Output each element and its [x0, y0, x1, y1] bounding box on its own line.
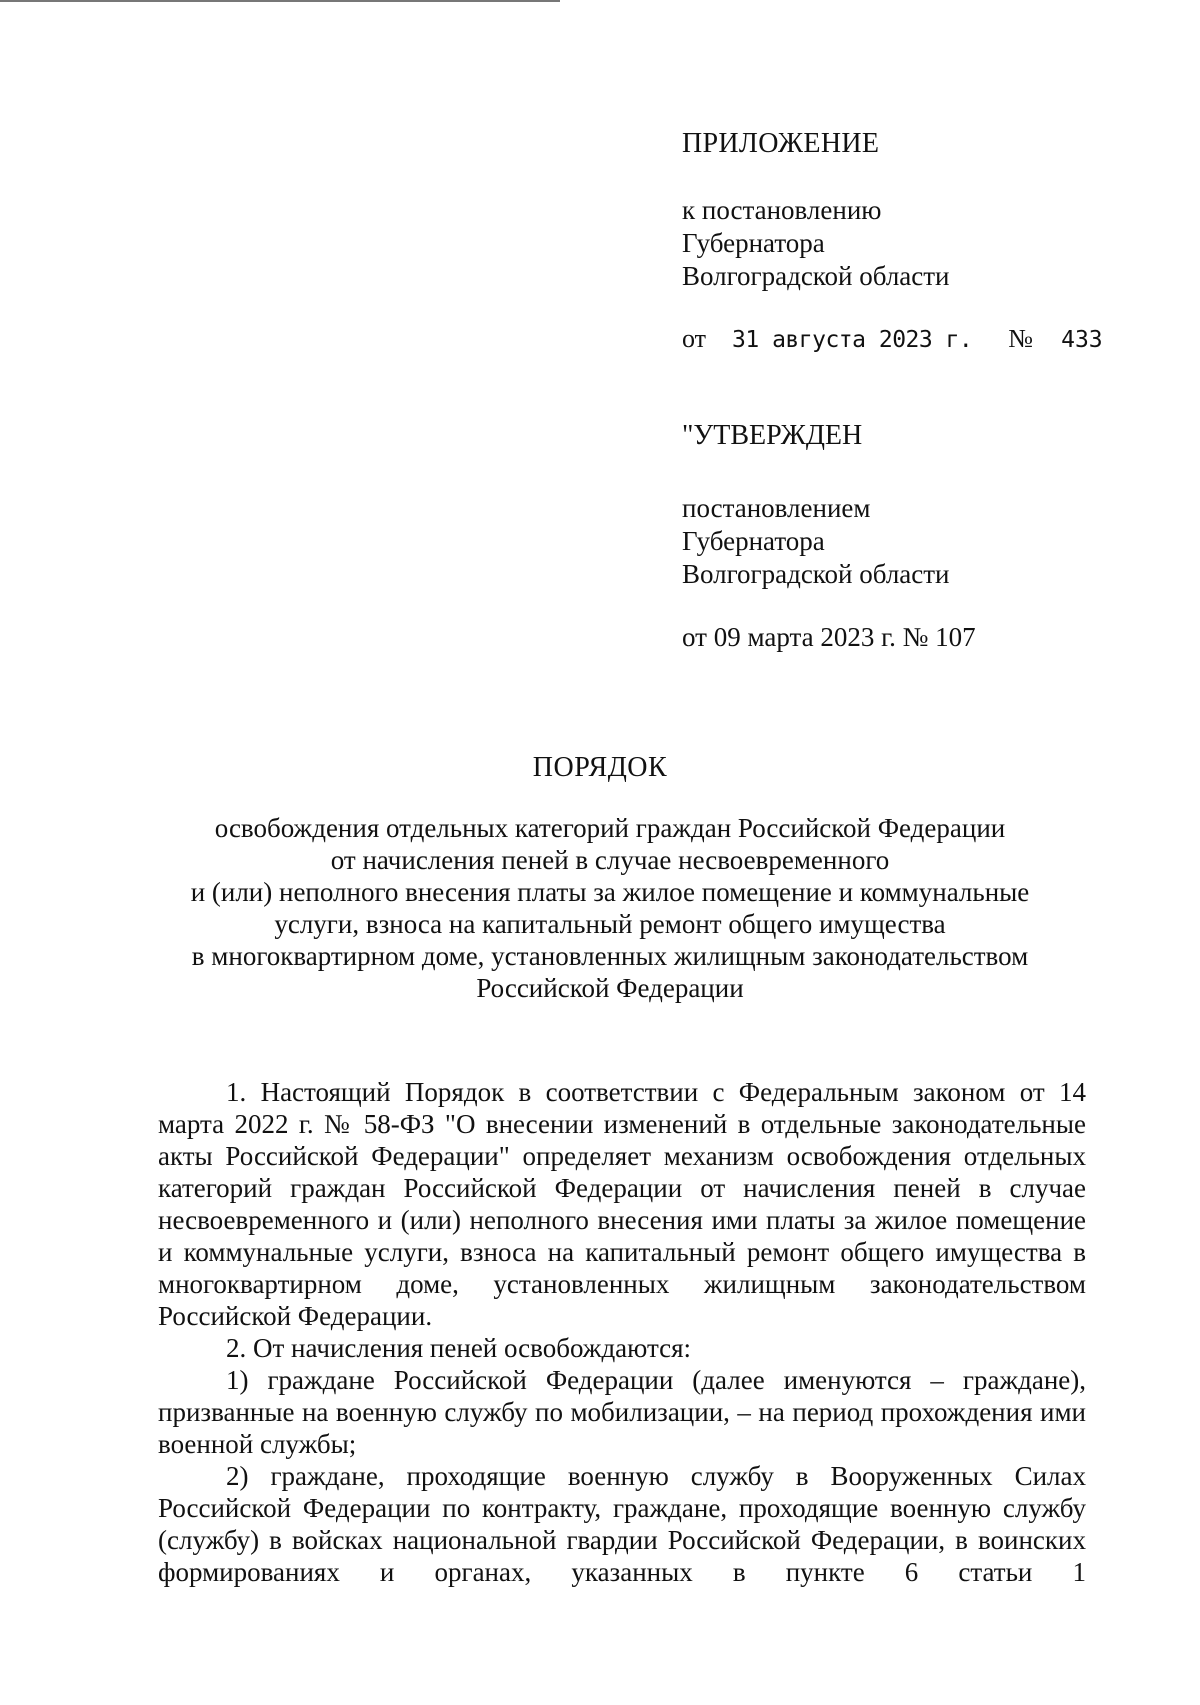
approved-line: Волгоградской области: [682, 559, 950, 589]
appendix-line: Волгоградской области: [682, 261, 950, 291]
number-sign: №: [1008, 324, 1034, 353]
approved-title: "УТВЕРЖДЕН: [682, 420, 863, 451]
order-subtitle-line: Российской Федерации: [476, 973, 744, 1003]
order-subtitle-line: и (или) неполного внесения платы за жилое помещение и коммунальные: [190, 877, 1030, 907]
appendix-title: ПРИЛОЖЕНИЕ: [682, 128, 880, 159]
appendix-number: 433: [1061, 327, 1103, 353]
body-paragraph: 1) граждане Российской Федерации (далее именуются – граждане), призванные на военную службу по мобилизации, – на период прохождения ими военной службы;: [158, 1365, 1086, 1459]
scan-edge-line: [0, 0, 560, 2]
order-subtitle-line: услуги, взноса на капитальный ремонт общего имущества: [274, 909, 946, 939]
body-paragraph: 2. От начисления пеней освобождаются:: [226, 1333, 692, 1363]
appendix-line: Губернатора: [682, 228, 825, 258]
approved-line: постановлением: [682, 493, 871, 523]
from-word: от: [682, 324, 707, 353]
appendix-line: к постановлению: [682, 195, 882, 225]
approved-line: Губернатора: [682, 526, 825, 556]
body-text: [158, 1076, 1086, 1588]
order-subtitle: [160, 812, 1060, 1004]
order-subtitle-line: в многоквартирном доме, установленных жилищным законодательством: [191, 941, 1029, 971]
appendix-date-number-row: [682, 323, 1162, 356]
order-subtitle-line: от начисления пеней в случае несвоевременного: [330, 845, 890, 875]
order-subtitle-line: освобождения отдельных категорий граждан Российской Федерации: [214, 813, 1006, 843]
approved-date-line: от 09 марта 2023 г. № 107: [682, 622, 976, 652]
body-paragraph: 2) граждане, проходящие военную службу в Вооруженных Силах Российской Федерации по контракту, граждане, проходящие военную службу (службу) в войсках национальной гвардии Российской Федерации, в воинских формированиях и органах, указанных в пункте 6 статьи 1: [158, 1461, 1086, 1587]
approved-block: [682, 420, 1162, 653]
order-title: ПОРЯДОК: [532, 752, 668, 783]
appendix-lines: [682, 194, 1162, 293]
body-paragraph: 1. Настоящий Порядок в соответствии с Федеральным законом от 14 марта 2022 г. № 58-ФЗ "О внесении изменений в отдельные законодательные акты Российской Федерации" определяет механизм освобождения отдельных категорий граждан Российской Федерации от начисления пеней в случае несвоевременного и (или) неполного внесения ими платы за жилое помещение и коммунальные услуги, взноса на капитальный ремонт общего имущества в многоквартирном доме, установленных жилищным законодательством Российской Федерации.: [158, 1077, 1086, 1331]
approved-lines: [682, 492, 1162, 591]
appendix-date: 31 августа 2023 г.: [732, 327, 973, 353]
appendix-block: [682, 128, 1162, 356]
